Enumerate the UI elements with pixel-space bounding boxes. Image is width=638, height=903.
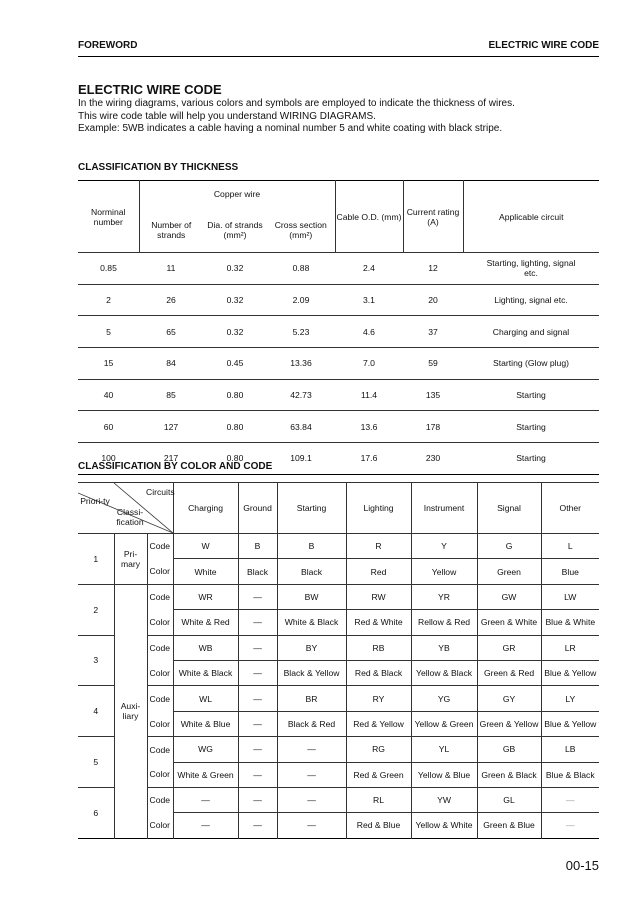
thickness-cell: Charging and signal <box>463 316 599 348</box>
code-value-cell: LW <box>541 584 599 609</box>
thickness-cell: 3.1 <box>335 284 403 316</box>
color-value-cell: Red & Green <box>346 762 411 787</box>
thickness-cell: 100 <box>78 443 139 475</box>
diag-classification-label: Classi-fication <box>116 507 144 527</box>
thickness-cell: Starting <box>463 411 599 443</box>
color-row-label: Color <box>147 610 173 635</box>
code-value-cell: — <box>277 787 346 812</box>
thickness-row <box>78 348 599 380</box>
page-header <box>78 38 599 57</box>
code-value-cell: LB <box>541 737 599 762</box>
circuit-header: Ground <box>238 483 277 534</box>
color-value-cell: Green & Black <box>477 762 541 787</box>
color-value-cell: Black <box>238 559 277 584</box>
thickness-cell: 0.32 <box>203 316 267 348</box>
circuit-header: Charging <box>173 483 238 534</box>
color-value-cell: — <box>238 813 277 838</box>
color-table-row <box>78 610 599 635</box>
code-value-cell: LR <box>541 635 599 660</box>
color-value-cell: — <box>238 660 277 685</box>
thickness-cell: 109.1 <box>267 443 335 475</box>
color-value-cell: White & Blue <box>173 711 238 736</box>
color-value-cell: Yellow & White <box>411 813 477 838</box>
thickness-cell: 63.84 <box>267 411 335 443</box>
color-value-cell: Red <box>346 559 411 584</box>
thickness-cell: 0.88 <box>267 253 335 285</box>
thickness-cell: 0.32 <box>203 284 267 316</box>
thickness-row <box>78 411 599 443</box>
thickness-cell: 2.09 <box>267 284 335 316</box>
thickness-cell: 42.73 <box>267 379 335 411</box>
color-value-cell: White & Red <box>173 610 238 635</box>
color-value-cell: Green & Yellow <box>477 711 541 736</box>
thickness-cell: 0.32 <box>203 253 267 285</box>
code-value-cell: LY <box>541 686 599 711</box>
thickness-cell: 0.80 <box>203 379 267 411</box>
thickness-cell: 0.80 <box>203 411 267 443</box>
color-row-label: Color <box>147 559 173 584</box>
code-value-cell: YB <box>411 635 477 660</box>
header-cable-od: Cable O.D. (mm) <box>335 181 403 253</box>
circuit-header: Starting <box>277 483 346 534</box>
color-value-cell: Black & Red <box>277 711 346 736</box>
diag-priority-label: Priori-ty <box>80 496 110 506</box>
thickness-cell: 0.85 <box>78 253 139 285</box>
header-topic-label: ELECTRIC WIRE CODE <box>488 40 599 51</box>
color-row-label: Color <box>147 813 173 838</box>
diagonal-header-cell <box>78 483 173 534</box>
thickness-cell: 17.6 <box>335 443 403 475</box>
code-value-cell: WG <box>173 737 238 762</box>
priority-cell: 4 <box>78 686 114 737</box>
color-row-label: Color <box>147 660 173 685</box>
code-value-cell: B <box>277 534 346 559</box>
color-value-cell: Red & Black <box>346 660 411 685</box>
color-table-row <box>78 660 599 685</box>
classification-primary-cell: Pri-mary <box>114 534 147 585</box>
circuit-header: Signal <box>477 483 541 534</box>
thickness-section-title: CLASSIFICATION BY THICKNESS <box>78 162 239 173</box>
thickness-cell: 85 <box>139 379 203 411</box>
color-value-cell: White & Black <box>277 610 346 635</box>
code-value-cell: WL <box>173 686 238 711</box>
code-value-cell: B <box>238 534 277 559</box>
thickness-row <box>78 316 599 348</box>
circuit-header: Instrument <box>411 483 477 534</box>
thickness-cell: 217 <box>139 443 203 475</box>
code-value-cell: Y <box>411 534 477 559</box>
code-value-cell: — <box>238 635 277 660</box>
diag-circuits-label: Circuits <box>146 487 175 497</box>
color-value-cell: Green & White <box>477 610 541 635</box>
code-value-cell: GW <box>477 584 541 609</box>
thickness-cell: 26 <box>139 284 203 316</box>
code-value-cell: — <box>238 787 277 812</box>
color-value-cell: Green & Red <box>477 660 541 685</box>
color-value-cell: Blue <box>541 559 599 584</box>
color-value-cell: — <box>277 813 346 838</box>
color-value-cell: White & Black <box>173 660 238 685</box>
color-table-row <box>78 813 599 838</box>
thickness-cell: 178 <box>403 411 463 443</box>
code-value-cell: YR <box>411 584 477 609</box>
code-value-cell: BR <box>277 686 346 711</box>
header-applicable-circuit: Applicable circuit <box>499 211 564 222</box>
color-value-cell: — <box>277 762 346 787</box>
code-row-label: Code <box>147 737 173 762</box>
color-table-row <box>78 711 599 736</box>
thickness-row <box>78 253 599 285</box>
code-value-cell: GB <box>477 737 541 762</box>
color-row-label: Color <box>147 762 173 787</box>
priority-cell: 6 <box>78 787 114 838</box>
header-number-of-strands: Number of strands <box>151 219 192 240</box>
color-table-row <box>78 686 599 711</box>
thickness-cell: 0.45 <box>203 348 267 380</box>
code-value-cell: — <box>541 787 599 812</box>
color-value-cell: White & Green <box>173 762 238 787</box>
header-section-label: FOREWORD <box>78 40 138 51</box>
color-value-cell: — <box>238 711 277 736</box>
circuit-header: Other <box>541 483 599 534</box>
classification-auxiliary-cell: Auxi-liary <box>114 584 147 838</box>
code-value-cell: RB <box>346 635 411 660</box>
thickness-cell: 5.23 <box>267 316 335 348</box>
intro-line: This wire code table will help you understand WIRING DIAGRAMS. <box>78 110 376 122</box>
color-table-row <box>78 787 599 812</box>
thickness-cell: 60 <box>78 411 139 443</box>
color-value-cell: Black & Yellow <box>277 660 346 685</box>
color-value-cell: Blue & Yellow <box>541 660 599 685</box>
color-value-cell: Blue & Black <box>541 762 599 787</box>
color-code-table <box>78 482 599 839</box>
thickness-cell: 2.4 <box>335 253 403 285</box>
thickness-cell: Starting (Glow plug) <box>463 348 599 380</box>
color-table-row <box>78 762 599 787</box>
code-row-label: Code <box>147 534 173 559</box>
color-section-title: CLASSIFICATION BY COLOR AND CODE <box>78 461 273 472</box>
thickness-cell: 84 <box>139 348 203 380</box>
thickness-cell: 15 <box>78 348 139 380</box>
code-value-cell: WB <box>173 635 238 660</box>
thickness-cell: 37 <box>403 316 463 348</box>
intro-line: In the wiring diagrams, various colors and symbols are employed to indicate the thickness of wires. <box>78 98 515 109</box>
priority-cell: 3 <box>78 635 114 686</box>
color-value-cell: Black <box>277 559 346 584</box>
code-value-cell: GL <box>477 787 541 812</box>
code-value-cell: RW <box>346 584 411 609</box>
color-value-cell: Yellow <box>411 559 477 584</box>
code-value-cell: BY <box>277 635 346 660</box>
color-value-cell: Red & White <box>346 610 411 635</box>
thickness-cell: 12 <box>403 253 463 285</box>
header-current-rating: Current rating (A) <box>403 181 463 253</box>
thickness-row <box>78 379 599 411</box>
thickness-cell: 13.6 <box>335 411 403 443</box>
color-table-row <box>78 737 599 762</box>
thickness-cell: 59 <box>403 348 463 380</box>
thickness-cell: 127 <box>139 411 203 443</box>
code-row-label: Code <box>147 686 173 711</box>
thickness-cell: 2 <box>78 284 139 316</box>
thickness-cell: 13.36 <box>267 348 335 380</box>
header-cross-section: Cross section (mm²) <box>267 207 335 253</box>
color-value-cell: — <box>173 813 238 838</box>
color-table-row <box>78 559 599 584</box>
color-table-row <box>78 534 599 559</box>
header-nominal-number: Norminal number <box>78 181 139 253</box>
code-value-cell: — <box>238 737 277 762</box>
thickness-cell: 11 <box>139 253 203 285</box>
color-table-row <box>78 635 599 660</box>
thickness-cell: Starting <box>463 443 599 475</box>
color-value-cell: Red & Blue <box>346 813 411 838</box>
thickness-cell: 135 <box>403 379 463 411</box>
header-copper-wire: Copper wire <box>139 181 335 208</box>
thickness-cell: 0.80 <box>203 443 267 475</box>
thickness-cell: Lighting, signal etc. <box>463 284 599 316</box>
code-row-label: Code <box>147 787 173 812</box>
code-value-cell: RL <box>346 787 411 812</box>
code-value-cell: RY <box>346 686 411 711</box>
code-value-cell: L <box>541 534 599 559</box>
color-row-label: Color <box>147 711 173 736</box>
code-value-cell: WR <box>173 584 238 609</box>
code-value-cell: RG <box>346 737 411 762</box>
color-value-cell: — <box>238 610 277 635</box>
code-value-cell: BW <box>277 584 346 609</box>
code-value-cell: — <box>238 686 277 711</box>
code-row-label: Code <box>147 635 173 660</box>
priority-cell: 1 <box>78 534 114 585</box>
color-value-cell: Yellow & Green <box>411 711 477 736</box>
code-value-cell: R <box>346 534 411 559</box>
thickness-cell: Starting, lighting, signal etc. <box>463 253 599 285</box>
code-value-cell: — <box>277 737 346 762</box>
thickness-cell: 65 <box>139 316 203 348</box>
color-value-cell: White <box>173 559 238 584</box>
page-title: ELECTRIC WIRE CODE <box>78 82 222 97</box>
priority-cell: 2 <box>78 584 114 635</box>
thickness-cell: Starting <box>463 379 599 411</box>
circuit-header: Lighting <box>346 483 411 534</box>
color-table-row <box>78 584 599 609</box>
color-value-cell: Yellow & Blue <box>411 762 477 787</box>
thickness-row <box>78 284 599 316</box>
thickness-cell: 11.4 <box>335 379 403 411</box>
color-value-cell: Green <box>477 559 541 584</box>
page-number: 00-15 <box>565 858 599 873</box>
code-value-cell: GR <box>477 635 541 660</box>
code-value-cell: YG <box>411 686 477 711</box>
code-value-cell: W <box>173 534 238 559</box>
code-value-cell: — <box>173 787 238 812</box>
color-value-cell: — <box>238 762 277 787</box>
code-value-cell: G <box>477 534 541 559</box>
color-value-cell: Green & Blue <box>477 813 541 838</box>
thickness-cell: 4.6 <box>335 316 403 348</box>
intro-paragraph <box>78 98 598 136</box>
thickness-cell: 5 <box>78 316 139 348</box>
intro-line: Example: 5WB indicates a cable having a nominal number 5 and white coating with black stripe. <box>78 123 503 134</box>
color-value-cell: Rellow & Red <box>411 610 477 635</box>
thickness-table <box>78 180 599 475</box>
thickness-cell: 40 <box>78 379 139 411</box>
thickness-cell: 230 <box>403 443 463 475</box>
code-row-label: Code <box>147 584 173 609</box>
code-value-cell: — <box>238 584 277 609</box>
code-value-cell: YW <box>411 787 477 812</box>
code-value-cell: YL <box>411 737 477 762</box>
color-value-cell: — <box>541 813 599 838</box>
code-value-cell: GY <box>477 686 541 711</box>
thickness-cell: 20 <box>403 284 463 316</box>
thickness-cell: 7.0 <box>335 348 403 380</box>
header-strand-diameter: Dia. of strands (mm²) <box>207 219 263 240</box>
color-value-cell: Blue & Yellow <box>541 711 599 736</box>
priority-cell: 5 <box>78 737 114 788</box>
color-value-cell: Red & Yellow <box>346 711 411 736</box>
color-value-cell: Blue & White <box>541 610 599 635</box>
color-value-cell: Yellow & Black <box>411 660 477 685</box>
